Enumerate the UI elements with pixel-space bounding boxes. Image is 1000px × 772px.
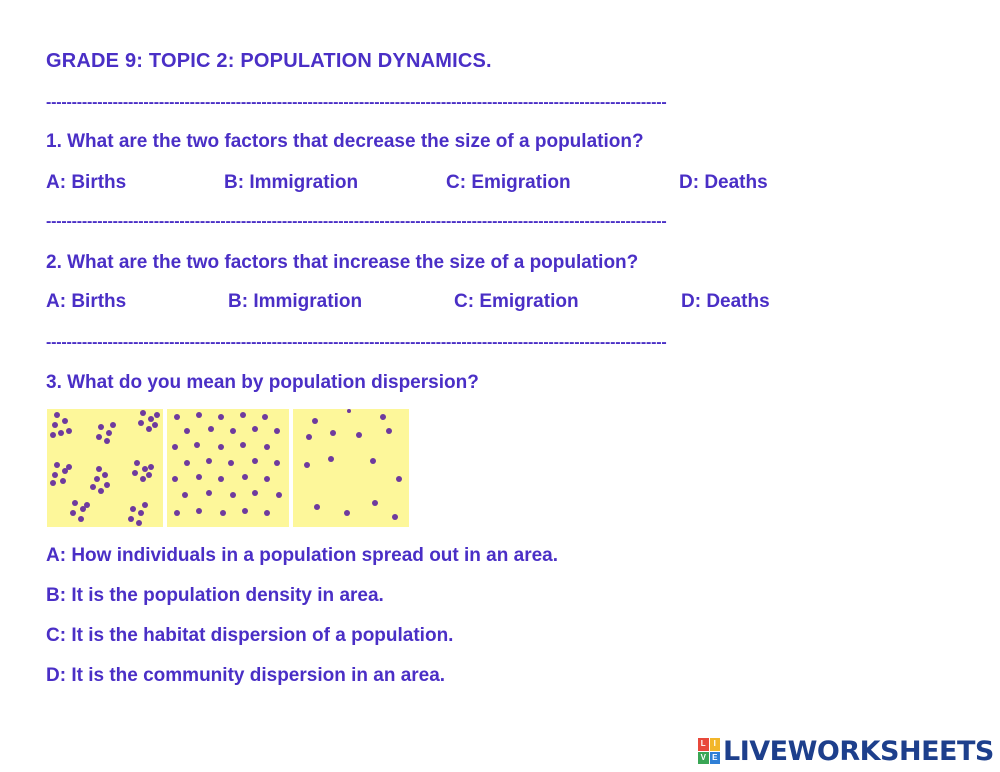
q1-option-c[interactable]: C: Emigration <box>446 172 571 193</box>
logo-letter: I <box>710 738 721 751</box>
q1-option-b[interactable]: B: Immigration <box>224 172 359 193</box>
q3-answer-b[interactable]: B: It is the population density in area. <box>46 585 384 606</box>
clumped-dots <box>47 409 163 527</box>
random-dots <box>293 409 409 527</box>
uniform-dots <box>167 409 289 527</box>
liveworksheets-logo <box>698 734 994 768</box>
divider: ------------------------------------------------------------------------------------------------------------------------- <box>46 334 667 351</box>
logo-mark-icon <box>698 738 720 764</box>
q2-option-d[interactable]: D: Deaths <box>681 291 770 312</box>
q2-option-b[interactable]: B: Immigration <box>228 291 363 312</box>
divider: ------------------------------------------------------------------------------------------------------------------------- <box>46 94 667 111</box>
q2-option-c[interactable]: C: Emigration <box>454 291 579 312</box>
q3-answer-c[interactable]: C: It is the habitat dispersion of a population. <box>46 625 454 646</box>
q3-answer-a[interactable]: A: How individuals in a population spread out in an area. <box>46 545 558 566</box>
logo-letter: E <box>710 752 721 765</box>
question-1: 1. What are the two factors that decrease the size of a population? <box>46 131 644 152</box>
q1-option-d[interactable]: D: Deaths <box>679 172 768 193</box>
worksheet-title: GRADE 9: TOPIC 2: POPULATION DYNAMICS. <box>46 50 492 72</box>
brand-name: LIVEWORKSHEETS <box>723 735 994 767</box>
question-3: 3. What do you mean by population dispersion? <box>46 372 479 393</box>
q3-answer-d[interactable]: D: It is the community dispersion in an area. <box>46 665 446 686</box>
clumped-dispersion-image <box>47 409 163 527</box>
logo-letter: L <box>698 738 709 751</box>
logo-letter: V <box>698 752 709 765</box>
uniform-dispersion-image <box>167 409 289 527</box>
q1-option-a[interactable]: A: Births <box>46 172 127 193</box>
random-dispersion-image <box>293 409 409 527</box>
q2-option-a[interactable]: A: Births <box>46 291 127 312</box>
divider: ------------------------------------------------------------------------------------------------------------------------- <box>46 213 667 230</box>
question-2: 2. What are the two factors that increase the size of a population? <box>46 252 639 273</box>
